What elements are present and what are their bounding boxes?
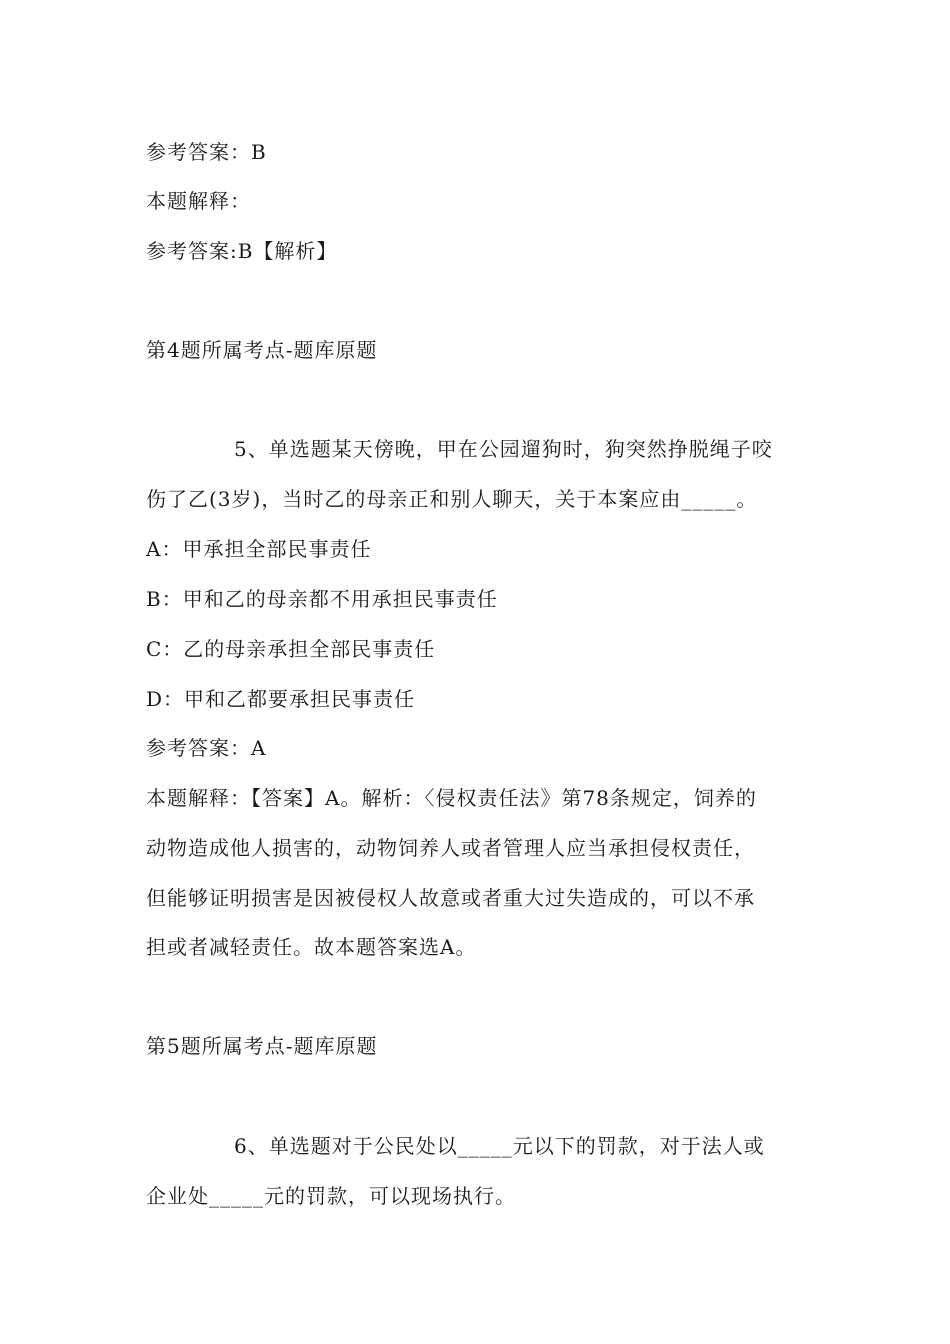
q5-explanation-line4: 担或者减轻责任。故本题答案选A。 bbox=[146, 935, 477, 959]
q5-option-a: A：甲承担全部民事责任 bbox=[146, 537, 372, 561]
q5-option-d: D：甲和乙都要承担民事责任 bbox=[146, 687, 416, 711]
q5-option-c: C：乙的母亲承担全部民事责任 bbox=[146, 637, 436, 661]
q6-question-line1: 6、单选题对于公民处以_____元以下的罚款，对于法人或 bbox=[234, 1134, 765, 1158]
q5-question-line2: 伤了乙(3岁)，当时乙的母亲正和别人聊天，关于本案应由_____。 bbox=[146, 487, 758, 511]
q5-explanation-line2: 动物造成他人损害的，动物饲养人或者管理人应当承担侵权责任， bbox=[146, 836, 755, 860]
q4-explanation-label: 本题解释： bbox=[146, 189, 251, 213]
q5-question-line1: 5、单选题某天傍晚，甲在公园遛狗时，狗突然挣脱绳子咬 bbox=[234, 437, 773, 461]
q6-question-line2: 企业处_____元的罚款，可以现场执行。 bbox=[146, 1184, 516, 1208]
q4-answer: 参考答案：B bbox=[146, 140, 267, 164]
q5-source: 第5题所属考点-题库原题 bbox=[146, 1034, 378, 1058]
q5-explanation-line1: 本题解释：【答案】A。解析：〈侵权责任法》第78条规定，饲养的 bbox=[146, 786, 757, 810]
q4-source: 第4题所属考点-题库原题 bbox=[146, 338, 378, 362]
q4-explanation-text: 参考答案:B【解析】 bbox=[146, 239, 338, 263]
q5-explanation-line3: 但能够证明损害是因被侵权人故意或者重大过失造成的，可以不承 bbox=[146, 886, 755, 910]
q5-answer: 参考答案：A bbox=[146, 736, 267, 760]
q5-option-b: B：甲和乙的母亲都不用承担民事责任 bbox=[146, 587, 498, 611]
